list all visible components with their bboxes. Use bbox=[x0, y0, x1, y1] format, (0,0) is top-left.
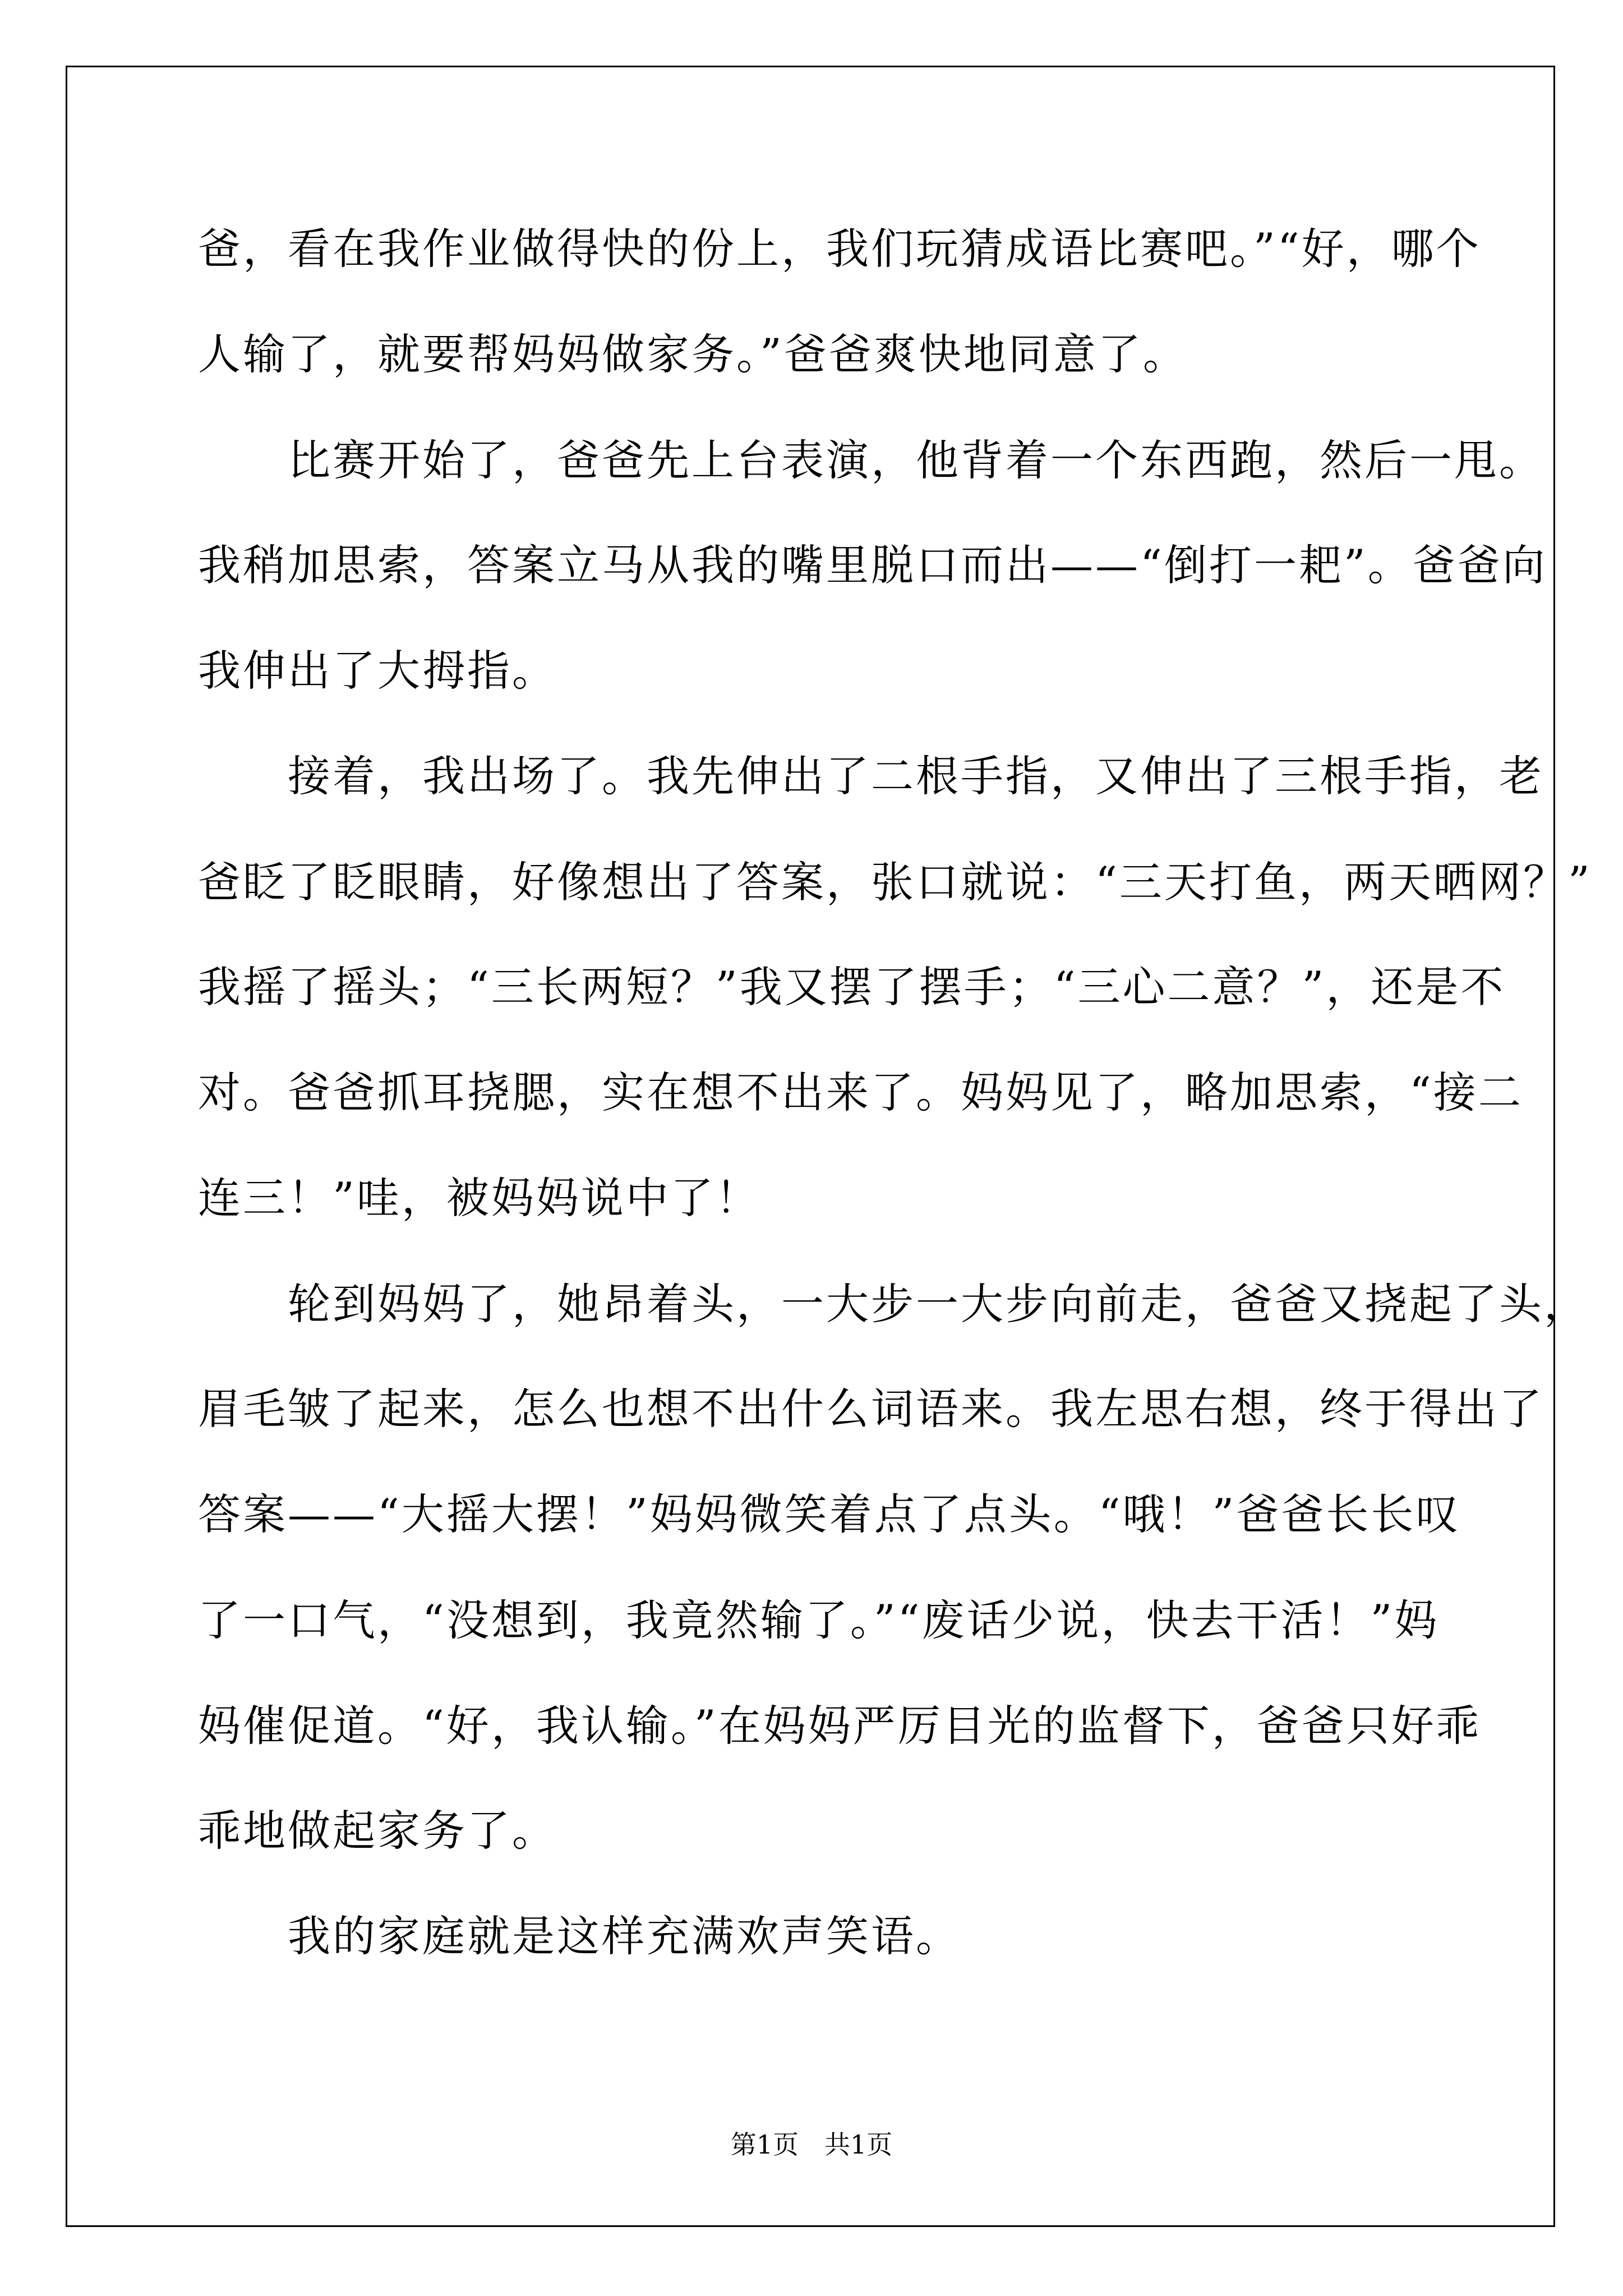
text-line: 爸，看在我作业做得快的份上，我们玩猜成语比赛吧。”“好，哪个 bbox=[198, 224, 1481, 274]
text-line: 乖地做起家务了。 bbox=[198, 1806, 557, 1856]
text-line: 了一口气，“没想到，我竟然输了。”“废话少说，快去干活！”妈 bbox=[198, 1595, 1440, 1645]
text-line: 眉毛皱了起来，怎么也想不出什么词语来。我左思右想，终于得出了 bbox=[198, 1384, 1544, 1434]
text-line: 连三！”哇，被妈妈说中了！ bbox=[198, 1173, 760, 1223]
text-line: 人输了，就要帮妈妈做家务。”爸爸爽快地同意了。 bbox=[198, 329, 1188, 379]
text-line: 妈催促道。“好，我认输。”在妈妈严厉目光的监督下，爸爸只好乖 bbox=[198, 1701, 1481, 1751]
text-line: 比赛开始了，爸爸先上台表演，他背着一个东西跑，然后一甩。 bbox=[198, 435, 1544, 485]
text-line: 我稍加思索，答案立马从我的嘴里脱口而出——“倒打一耙”。爸爸向 bbox=[198, 540, 1547, 590]
text-line: 答案——“大摇大摆！”妈妈微笑着点了点头。“哦！”爸爸长长叹 bbox=[198, 1489, 1461, 1539]
page-number-footer: 第1页 共1页 bbox=[730, 2129, 893, 2160]
text-line: 轮到妈妈了，她昂着头，一大步一大步向前走，爸爸又挠起了头， bbox=[198, 1279, 1589, 1329]
text-line: 我的家庭就是这样充满欢声笑语。 bbox=[198, 1911, 961, 1961]
text-line: 我伸出了大拇指。 bbox=[198, 646, 557, 696]
page-border bbox=[66, 66, 1555, 2227]
text-line: 爸眨了眨眼睛，好像想出了答案，张口就说：“三天打鱼，两天晒网？” bbox=[198, 857, 1592, 907]
text-line: 接着，我出场了。我先伸出了二根手指，又伸出了三根手指，老 bbox=[198, 751, 1544, 801]
text-line: 我摇了摇头；“三长两短？”我又摆了摆手；“三心二意？”，还是不 bbox=[198, 962, 1506, 1012]
text-line: 对。爸爸抓耳挠腮，实在想不出来了。妈妈见了，略加思索，“接二 bbox=[198, 1068, 1523, 1117]
